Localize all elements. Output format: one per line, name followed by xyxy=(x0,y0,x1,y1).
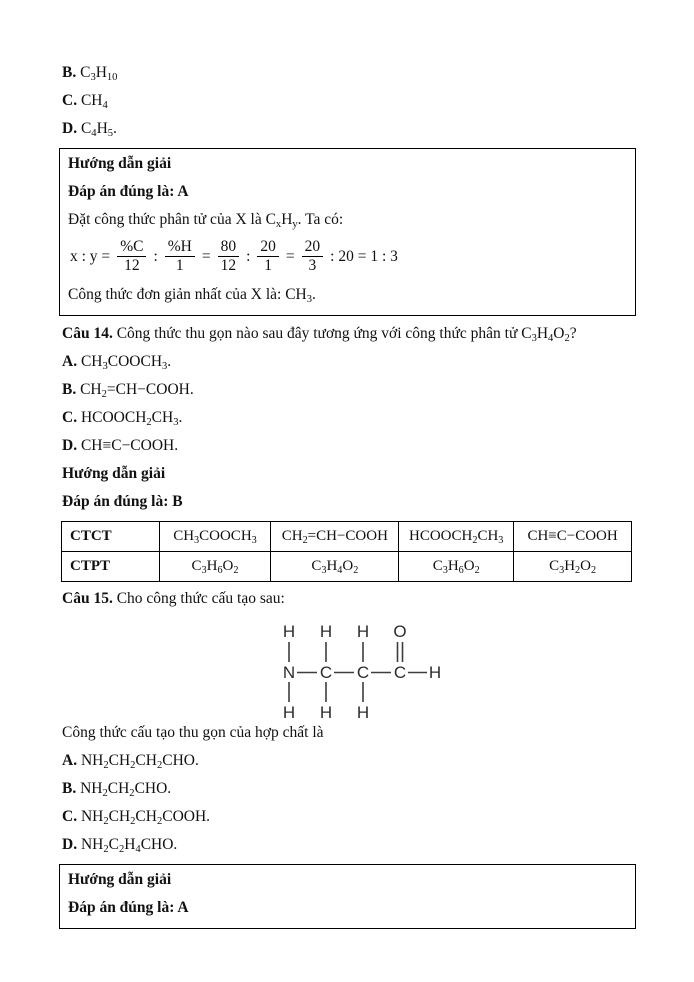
atom-h: H xyxy=(428,663,442,682)
table-cell: $C_3H_6O_2$ xyxy=(399,552,514,582)
solution-conclusion: Công thức đơn giản nhất của X là: $CH_3$. xyxy=(68,286,316,305)
denominator: 1 xyxy=(175,257,184,274)
option-formula: $C_3H_{10}$ xyxy=(80,64,118,83)
structural-formula-diagram xyxy=(276,618,636,720)
atom-c: C xyxy=(393,663,407,682)
question14-option-d xyxy=(62,437,636,454)
solution-answer: Đáp án đúng là: A xyxy=(68,183,189,200)
table-header-cell: CTCT xyxy=(62,522,160,552)
solution-equation xyxy=(70,239,626,274)
table-header-cell: CTPT xyxy=(62,552,160,582)
fraction xyxy=(117,239,146,274)
option-label: D. xyxy=(62,836,78,853)
equation-text: = xyxy=(201,247,211,265)
atom-h: H xyxy=(319,622,333,641)
table-cell: $CH_3COOCH_3$ xyxy=(159,522,271,552)
option-formula: $CH_4$ xyxy=(80,92,108,111)
table-cell: CH≡C−COOH xyxy=(514,522,632,552)
numerator: 20 xyxy=(302,239,324,257)
ctct-ctpt-table xyxy=(61,521,632,582)
numerator: %H xyxy=(165,239,195,257)
question13-option-c xyxy=(62,92,636,109)
fraction xyxy=(257,239,279,274)
option-label: C. xyxy=(62,409,78,426)
equation-text: : xyxy=(246,247,251,265)
numerator: 80 xyxy=(218,239,240,257)
denominator: 3 xyxy=(308,257,317,274)
question14-option-a xyxy=(62,353,636,370)
option-formula: $NH_2CH_2CH_2CHO$. xyxy=(80,752,199,771)
option-label: A. xyxy=(62,353,78,370)
solution-setup: Đặt công thức phân tử của X là $C_xH_y$. Ta có: xyxy=(68,211,344,230)
option-label: B. xyxy=(62,381,77,398)
solution-box-15 xyxy=(59,864,636,929)
question15-prompt: Công thức cấu tạo thu gọn của hợp chất là xyxy=(62,724,324,741)
question15-text xyxy=(62,590,636,607)
numerator: 20 xyxy=(257,239,279,257)
option-formula: $HCOOCH_2CH_3$. xyxy=(80,409,183,428)
table-row xyxy=(62,552,632,582)
question13-option-b xyxy=(62,64,636,81)
question-number: Câu 14. xyxy=(62,325,113,342)
table-body xyxy=(62,522,632,582)
atom-n: N xyxy=(282,663,296,682)
table-cell: $C_3H_2O_2$ xyxy=(514,552,632,582)
atom-h: H xyxy=(282,622,296,641)
question15-option-a xyxy=(62,752,636,769)
atom-h: H xyxy=(319,703,333,720)
table-cell: $C_3H_6O_2$ xyxy=(159,552,271,582)
solution-answer: Đáp án đúng là: A xyxy=(68,899,189,916)
option-label: C. xyxy=(62,808,78,825)
option-formula: CH≡C−COOH. xyxy=(80,437,179,454)
table-cell: $CH_2=CH-COOH$ xyxy=(271,522,399,552)
option-formula: $NH_2C_2H_4CHO$. xyxy=(80,836,178,855)
solution14-answer: Đáp án đúng là: B xyxy=(62,493,183,510)
table-cell: $C_3H_4O_2$ xyxy=(271,552,399,582)
option-label: B. xyxy=(62,780,77,797)
option-formula: $C_4H_5$. xyxy=(80,120,117,139)
question15-option-c xyxy=(62,808,636,825)
fraction xyxy=(218,239,240,274)
solution-heading: Hướng dẫn giải xyxy=(68,871,172,888)
atom-c: C xyxy=(356,663,370,682)
fraction xyxy=(302,239,324,274)
question-body: Công thức thu gọn nào sau đây tương ứng với công thức phân tử $C_3H_4O_2$? xyxy=(112,325,577,344)
denominator: 1 xyxy=(264,257,273,274)
option-label: D. xyxy=(62,437,78,454)
numerator: %C xyxy=(117,239,146,257)
solution14-heading: Hướng dẫn giải xyxy=(62,465,166,482)
question15-option-d xyxy=(62,836,636,853)
fraction xyxy=(165,239,195,274)
option-label: B. xyxy=(62,64,77,81)
question14-option-b xyxy=(62,381,636,398)
atom-h: H xyxy=(282,703,296,720)
atom-h: H xyxy=(356,622,370,641)
question15-option-b xyxy=(62,780,636,797)
question13-option-d xyxy=(62,120,636,137)
option-formula: $CH_2=CH-COOH$. xyxy=(80,381,194,400)
equation-text: : 20 = 1 : 3 xyxy=(330,247,398,265)
question14-text xyxy=(62,325,636,342)
atom-o: O xyxy=(393,622,407,641)
option-formula: $NH_2CH_2CH_2COOH$. xyxy=(80,808,211,827)
question14-option-c xyxy=(62,409,636,426)
option-label: C. xyxy=(62,92,78,109)
option-label: D. xyxy=(62,120,78,137)
equation-text: = xyxy=(285,247,295,265)
solution-heading: Hướng dẫn giải xyxy=(68,155,172,172)
question-body: Cho công thức cấu tạo sau: xyxy=(112,590,285,607)
table-cell: $HCOOCH_2CH_3$ xyxy=(399,522,514,552)
structural-formula-svg xyxy=(276,618,456,720)
equation-text: x : y = xyxy=(70,247,111,265)
table-row xyxy=(62,522,632,552)
option-label: A. xyxy=(62,752,78,769)
option-formula: $CH_3COOCH_3$. xyxy=(80,353,172,372)
solution-box-13 xyxy=(59,148,636,316)
equation-text: : xyxy=(153,247,158,265)
atom-h: H xyxy=(356,703,370,720)
denominator: 12 xyxy=(124,257,140,274)
option-formula: $NH_2CH_2CHO$. xyxy=(80,780,172,799)
question-number: Câu 15. xyxy=(62,590,113,607)
atom-c: C xyxy=(319,663,333,682)
denominator: 12 xyxy=(220,257,237,274)
